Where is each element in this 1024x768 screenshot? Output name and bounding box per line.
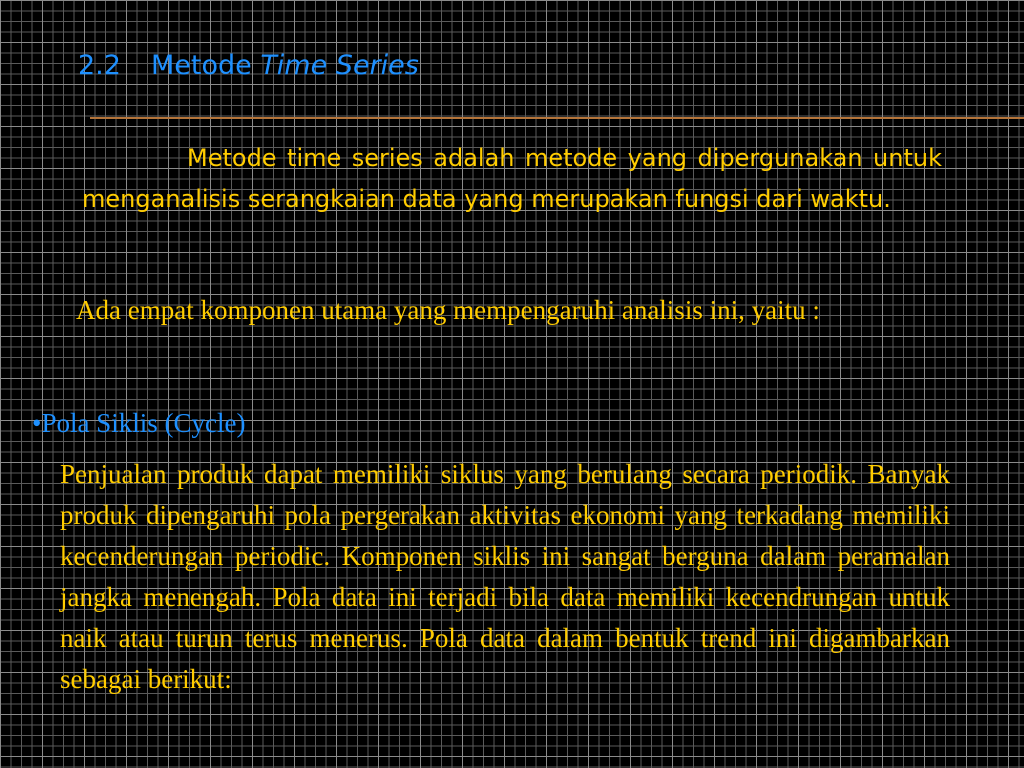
bullet-heading	[32, 408, 245, 439]
title-italic: Time Series	[260, 50, 419, 81]
bullet-heading-text: Pola Siklis (Cycle)	[41, 408, 246, 438]
bullet-symbol: •	[32, 408, 42, 438]
intro-paragraph: Metode time series adalah metode yang dipergunakan untuk menganalisis serangkaian data yang merupakan fungsi dari waktu.	[82, 144, 942, 213]
title-prefix: Metode	[150, 50, 261, 81]
title-divider	[90, 117, 1024, 119]
title-number: 2.2	[78, 50, 121, 81]
body-paragraph: Penjualan produk dapat memiliki siklus yang berulang secara periodik. Banyak produk dipengaruhi pola pergerakan aktivitas ekonomi yang terkadang memiliki kecenderungan periodic. Komponen siklis ini sangat berguna dalam peramalan jangka menengah. Pola data ini terjadi bila data memiliki kecendrungan untuk naik atau turun terus menerus. Pola data dalam bentuk trend ini digambarkan sebagai berikut:	[60, 459, 950, 694]
slide-title	[78, 50, 419, 81]
components-paragraph: Ada empat komponen utama yang mempengaruhi analisis ini, yaitu :	[76, 295, 820, 325]
